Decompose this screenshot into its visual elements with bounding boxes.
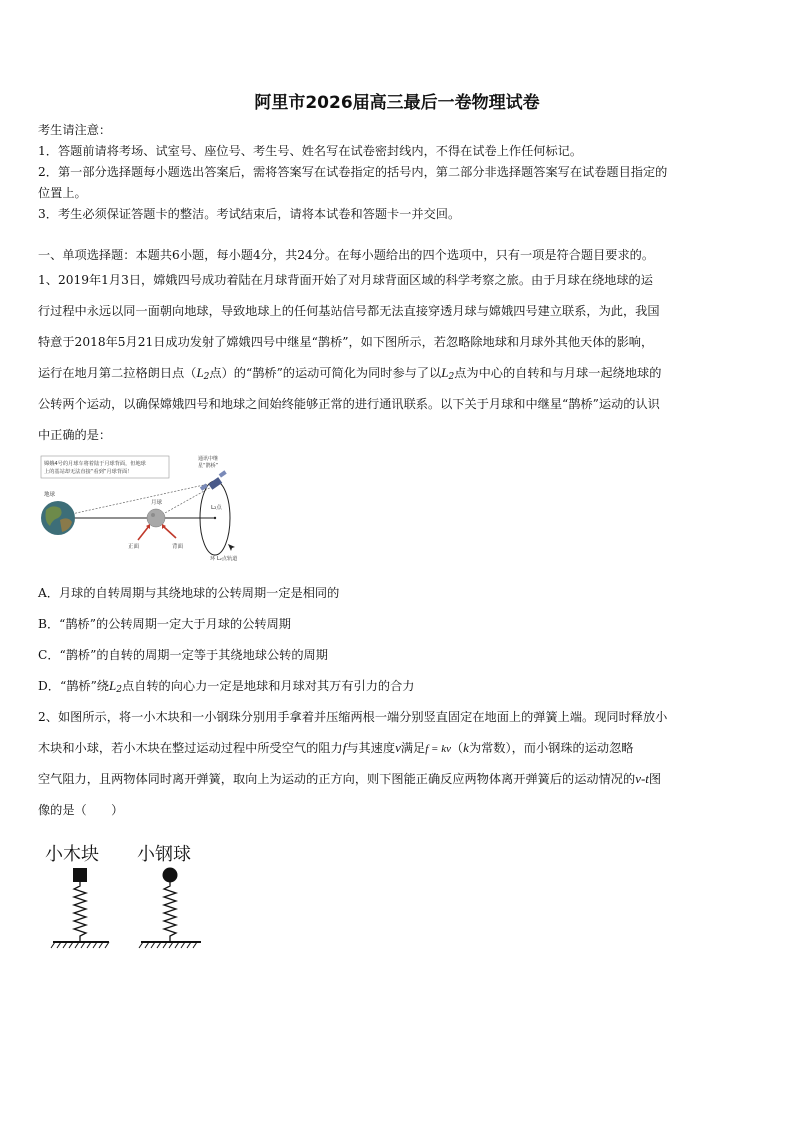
q2-line-1: 2、如图所示，将一小木块和一小钢珠分别用手拿着并压缩两根一端分别竖直固定在地面上的弹簧上端。现同时释放小 (38, 710, 668, 724)
l2-label: L₂点 (211, 505, 222, 511)
q1-stem-line-4a: 运行在地月第二拉格朗日点（ (38, 366, 197, 380)
q2-line-2 (38, 739, 633, 756)
q2-k-symbol: k (463, 740, 469, 755)
q2-line-2a: 木块和小球，若小木块在整过运动过程中所受空气的阻力 (38, 741, 343, 755)
section1-heading: 一、单项选择题：本题共6小题，每小题4分，共24分。在每小题给出的四个选项中，只有一项是符合题目要求的。 (38, 248, 655, 262)
l2-symbol: L (196, 365, 204, 380)
q1-option-d (38, 677, 414, 695)
relay-satellite-icon (200, 470, 227, 490)
front-arrow-icon (138, 526, 149, 540)
q1-option-c: C．“鹊桥”的自转的周期一定等于其绕地球公转的周期 (38, 648, 328, 662)
q2-line-3a: 空气阻力，且两物体同时离开弹簧，取向上为运动的正方向，则下图能正确反应两物体离开弹簧后的运动情况的 (38, 772, 636, 786)
back-label: 背面 (172, 544, 184, 550)
q1-stem-line-4 (38, 364, 661, 382)
steel-ball-icon (163, 868, 178, 883)
spring-right-icon (164, 882, 176, 942)
q2-line-2d: （ (450, 741, 464, 755)
q2-vt-symbol: v-t (635, 771, 649, 786)
q1-option-d-a: D．“鹊桥”绕 (38, 679, 109, 693)
moon-label: 月球 (151, 500, 163, 506)
q1-option-d-b: 点自转的向心力一定是地球和月球对其万有引力的合力 (121, 679, 415, 693)
l2-symbol: L (441, 365, 449, 380)
l2-symbol: L (108, 678, 117, 693)
back-arrow-icon (164, 527, 176, 538)
notice-heading: 考生请注意： (38, 123, 112, 137)
earth-moon-l2-figure (38, 452, 248, 564)
q1-stem-line-5: 公转两个运动，以确保嫦娥四号和地球之间始终能够正常的进行通讯联系。以下关于月球和中继星“鹊桥”运动的认识 (38, 397, 660, 411)
notice-item-1: 1．答题前请将考场、试室号、座位号、考生号、姓名写在试卷密封线内，不得在试卷上作任何标记。 (38, 144, 583, 158)
q1-stem-line-4b: 点）的“鹊桥”的运动可简化为同时参与了以 (209, 366, 442, 380)
earth-land-icon (60, 518, 72, 532)
q2-line-2c: 满足 (400, 741, 426, 755)
relay-label-line-1: 通讯中继 (198, 456, 219, 462)
q2-line-3 (38, 770, 661, 787)
q1-option-b: B．“鹊桥”的公转周期一定大于月球的公转周期 (38, 617, 291, 631)
signal-line-upper (58, 483, 213, 517)
moon-crater-icon (151, 513, 155, 517)
l2-subscript: 2 (203, 372, 210, 382)
springs-figure (45, 838, 215, 958)
q2-line-2e: 为常数），而小钢珠的运动忽略 (468, 741, 634, 755)
q2-line-4: 像的是（ ） (38, 803, 124, 817)
wood-block-label: 小木块 (45, 844, 99, 865)
notice-item-2: 2．第一部分选择题每小题选出答案后，需将答案写在试卷指定的括号内，第二部分非选择题答案写在试卷题目指定的 (38, 165, 668, 179)
notice-item-3: 3．考生必须保证答题卡的整洁。考试结束后，请将本试卷和答题卡一并交回。 (38, 207, 461, 221)
figure-caption-line-2: 上的基站却无法直接“看到”月球背面！ (44, 469, 133, 475)
page-title: 阿里市2026届高三最后一卷物理试卷 (254, 93, 540, 113)
q1-stem-line-6: 中正确的是： (38, 428, 112, 442)
steel-ball-label: 小钢球 (137, 844, 191, 865)
q2-f-symbol: f (342, 740, 347, 755)
front-label: 正面 (128, 544, 140, 550)
q1-stem-line-2: 行过程中永远以同一面朝向地球，导致地球上的任何基站信号都无法直接穿透月球与嫦娥四号建立联系，为此，我国 (38, 304, 660, 318)
q2-formula: f = kv (425, 743, 451, 755)
q1-stem-line-1: 1、2019年1月3日，嫦娥四号成功着陆在月球背面开始了对月球背面区域的科学考察之旅。由于月球在绕地球的运 (38, 273, 653, 287)
q1-stem-line-3: 特意于2018年5月21日成功发射了嫦娥四号中继星“鹊桥”，如下图所示，若忽略除地球和月球外其他天体的影响， (38, 335, 654, 349)
earth-label: 地球 (44, 492, 56, 498)
wood-block-icon (73, 868, 87, 882)
q1-stem-line-4c: 点为中心的自转和与月球一起绕地球的 (454, 366, 662, 380)
relay-label-line-2: 星“鹊桥” (198, 463, 219, 469)
orbit-label: 环 L₂点轨道 (210, 556, 238, 562)
l2-subscript: 2 (116, 685, 122, 695)
figure-caption-line-1: 嫦娥4号的月球车将着陆于月球背面，但地球 (44, 461, 146, 467)
l2-subscript: 2 (448, 372, 455, 382)
l2-point (214, 517, 216, 519)
pointer-icon (228, 544, 235, 551)
notice-item-2-cont: 位置上。 (38, 186, 87, 200)
q2-line-2b: 与其速度 (346, 741, 396, 755)
spring-left-icon (74, 882, 86, 942)
q2-v-symbol: v (395, 740, 401, 755)
q1-option-a: A．月球的自转周期与其绕地球的公转周期一定是相同的 (38, 586, 340, 600)
q2-line-3b: 图 (648, 772, 662, 786)
